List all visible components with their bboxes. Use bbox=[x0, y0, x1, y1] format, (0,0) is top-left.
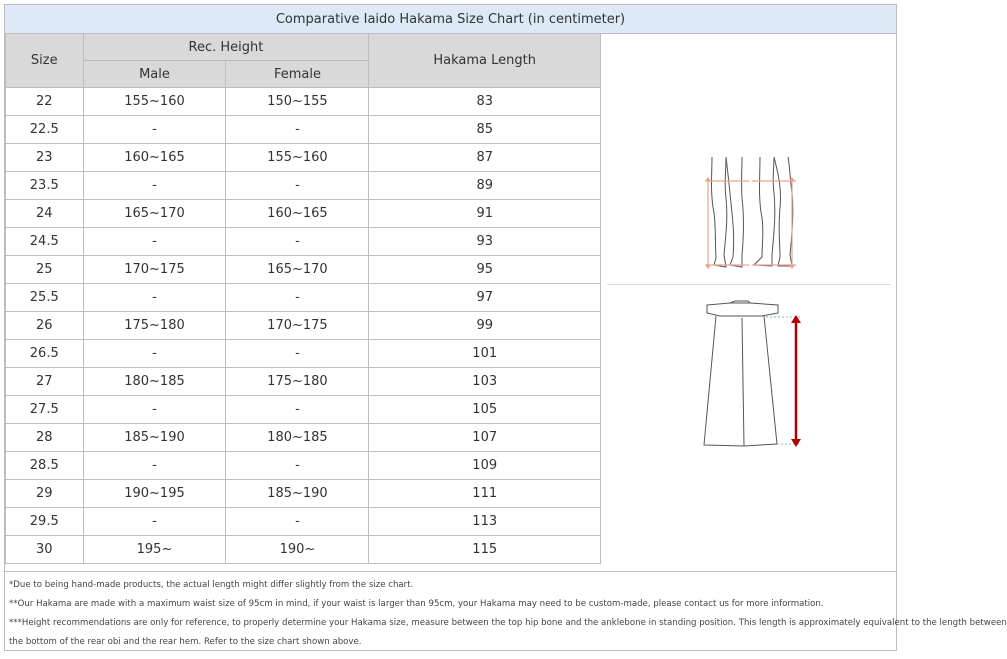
cell-female-height: - bbox=[226, 228, 369, 256]
cell-female-height: 175~180 bbox=[226, 368, 369, 396]
table-row bbox=[6, 480, 601, 508]
cell-female-height: - bbox=[226, 172, 369, 200]
cell-male-height: - bbox=[83, 284, 226, 312]
cell-hakama-length: 97 bbox=[369, 284, 601, 312]
cell-female-height: 165~170 bbox=[226, 256, 369, 284]
cell-male-height: 180~185 bbox=[83, 368, 226, 396]
cell-female-height: - bbox=[226, 284, 369, 312]
chart-title: Comparative Iaido Hakama Size Chart (in centimeter) bbox=[5, 5, 896, 34]
cell-size: 22 bbox=[6, 88, 84, 116]
cell-hakama-length: 105 bbox=[369, 396, 601, 424]
cell-hakama-length: 89 bbox=[369, 172, 601, 200]
cell-hakama-length: 99 bbox=[369, 312, 601, 340]
cell-size: 29 bbox=[6, 480, 84, 508]
cell-male-height: 155~160 bbox=[83, 88, 226, 116]
hakama-measurement-icon bbox=[602, 285, 896, 570]
cell-size: 24.5 bbox=[6, 228, 84, 256]
cell-female-height: 190~ bbox=[226, 536, 369, 564]
table-row bbox=[6, 508, 601, 536]
size-chart-frame bbox=[4, 4, 1007, 651]
cell-hakama-length: 91 bbox=[369, 200, 601, 228]
cell-size: 27 bbox=[6, 368, 84, 396]
header-female: Female bbox=[226, 61, 369, 88]
cell-male-height: 175~180 bbox=[83, 312, 226, 340]
note-height-continued: the bottom of the rear obi and the rear hem. Refer to the size chart shown above. bbox=[9, 637, 362, 647]
cell-size: 29.5 bbox=[6, 508, 84, 536]
header-size: Size bbox=[6, 34, 84, 88]
cell-male-height: 170~175 bbox=[83, 256, 226, 284]
cell-female-height: - bbox=[226, 452, 369, 480]
cell-female-height: - bbox=[226, 508, 369, 536]
cell-hakama-length: 93 bbox=[369, 228, 601, 256]
cell-size: 30 bbox=[6, 536, 84, 564]
cell-size: 28 bbox=[6, 424, 84, 452]
cell-size: 22.5 bbox=[6, 116, 84, 144]
cell-female-height: - bbox=[226, 116, 369, 144]
table-row bbox=[6, 424, 601, 452]
cell-female-height: 170~175 bbox=[226, 312, 369, 340]
cell-size: 26 bbox=[6, 312, 84, 340]
notes-section bbox=[5, 571, 1007, 651]
table-row bbox=[6, 452, 601, 480]
legs-measurement-icon bbox=[602, 33, 896, 283]
header-rec-height: Rec. Height bbox=[83, 34, 369, 61]
cell-size: 23.5 bbox=[6, 172, 84, 200]
cell-male-height: - bbox=[83, 228, 226, 256]
table-row bbox=[6, 368, 601, 396]
table-row bbox=[6, 200, 601, 228]
cell-female-height: 150~155 bbox=[226, 88, 369, 116]
table-row bbox=[6, 284, 601, 312]
table-row bbox=[6, 116, 601, 144]
header-male: Male bbox=[83, 61, 226, 88]
cell-male-height: - bbox=[83, 508, 226, 536]
cell-male-height: - bbox=[83, 116, 226, 144]
cell-hakama-length: 83 bbox=[369, 88, 601, 116]
table-row bbox=[6, 88, 601, 116]
cell-male-height: 160~165 bbox=[83, 144, 226, 172]
note-height: ***Height recommendations are only for reference, to properly determine your Hakama size, measure between the top hip bone and the anklebone in standing position. This length is approximately equivalent to the length between bbox=[9, 618, 1007, 628]
cell-size: 26.5 bbox=[6, 340, 84, 368]
table-row bbox=[6, 340, 601, 368]
note-handmade: *Due to being hand-made products, the actual length might differ slightly from the size chart. bbox=[9, 580, 414, 590]
table-row bbox=[6, 228, 601, 256]
table-row bbox=[6, 536, 601, 564]
cell-male-height: - bbox=[83, 172, 226, 200]
table-row bbox=[6, 144, 601, 172]
table-row bbox=[6, 172, 601, 200]
cell-female-height: 160~165 bbox=[226, 200, 369, 228]
cell-female-height: - bbox=[226, 340, 369, 368]
note-waist: **Our Hakama are made with a maximum waist size of 95cm in mind, if your waist is larger than 95cm, your Hakama may need to be custom-made, please contact us for more information. bbox=[9, 599, 824, 609]
cell-male-height: - bbox=[83, 396, 226, 424]
illustration-panel bbox=[602, 33, 896, 570]
cell-hakama-length: 115 bbox=[369, 536, 601, 564]
cell-hakama-length: 95 bbox=[369, 256, 601, 284]
cell-hakama-length: 87 bbox=[369, 144, 601, 172]
cell-size: 25.5 bbox=[6, 284, 84, 312]
cell-hakama-length: 113 bbox=[369, 508, 601, 536]
cell-size: 23 bbox=[6, 144, 84, 172]
table-row bbox=[6, 396, 601, 424]
cell-hakama-length: 85 bbox=[369, 116, 601, 144]
cell-male-height: 185~190 bbox=[83, 424, 226, 452]
cell-hakama-length: 109 bbox=[369, 452, 601, 480]
cell-size: 24 bbox=[6, 200, 84, 228]
cell-male-height: - bbox=[83, 452, 226, 480]
cell-male-height: 195~ bbox=[83, 536, 226, 564]
cell-hakama-length: 101 bbox=[369, 340, 601, 368]
cell-size: 28.5 bbox=[6, 452, 84, 480]
cell-hakama-length: 111 bbox=[369, 480, 601, 508]
cell-male-height: 190~195 bbox=[83, 480, 226, 508]
cell-male-height: - bbox=[83, 340, 226, 368]
table-row bbox=[6, 256, 601, 284]
header-hakama-length: Hakama Length bbox=[369, 34, 601, 88]
table-row bbox=[6, 312, 601, 340]
cell-size: 25 bbox=[6, 256, 84, 284]
cell-hakama-length: 107 bbox=[369, 424, 601, 452]
cell-female-height: - bbox=[226, 396, 369, 424]
cell-female-height: 155~160 bbox=[226, 144, 369, 172]
cell-female-height: 185~190 bbox=[226, 480, 369, 508]
size-table bbox=[5, 33, 601, 564]
cell-male-height: 165~170 bbox=[83, 200, 226, 228]
cell-hakama-length: 103 bbox=[369, 368, 601, 396]
cell-female-height: 180~185 bbox=[226, 424, 369, 452]
cell-size: 27.5 bbox=[6, 396, 84, 424]
